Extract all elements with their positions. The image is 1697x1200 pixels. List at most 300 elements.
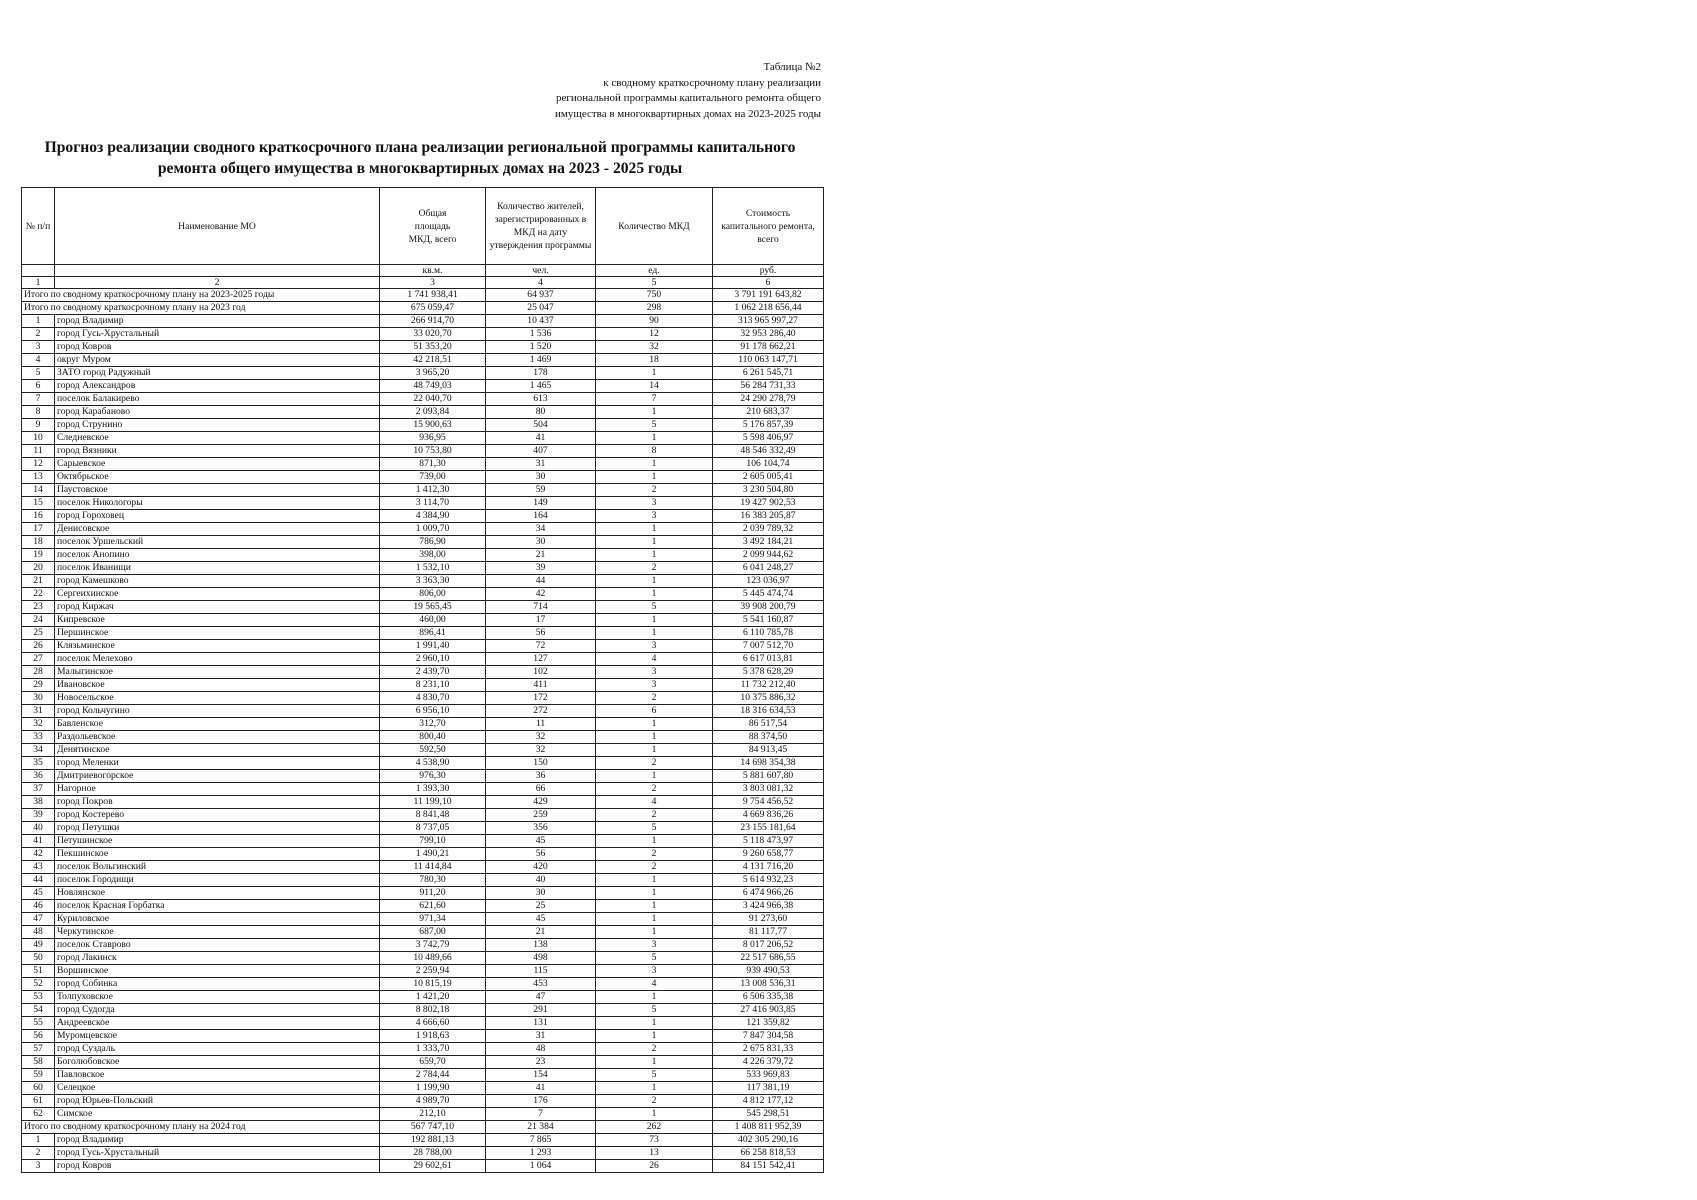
unit-residents: чел. <box>486 265 596 277</box>
count-cell: 1 <box>596 1030 713 1043</box>
count-cell: 18 <box>596 354 713 367</box>
table-row <box>22 848 824 861</box>
residents-cell: 21 384 <box>486 1121 596 1134</box>
area-cell: 936,95 <box>380 432 486 445</box>
municipality-name: Пекшинское <box>55 848 380 861</box>
table-row <box>22 445 824 458</box>
cost-cell: 7 007 512,70 <box>713 640 824 653</box>
table-row <box>22 887 824 900</box>
municipality-name: город Киржач <box>55 601 380 614</box>
cost-cell: 8 017 206,52 <box>713 939 824 952</box>
row-number: 54 <box>22 1004 55 1017</box>
cost-cell: 88 374,50 <box>713 731 824 744</box>
row-number: 16 <box>22 510 55 523</box>
area-cell: 11 414,84 <box>380 861 486 874</box>
cost-cell: 2 039 789,32 <box>713 523 824 536</box>
row-number: 48 <box>22 926 55 939</box>
row-number: 51 <box>22 965 55 978</box>
count-cell: 1 <box>596 432 713 445</box>
residents-cell: 150 <box>486 757 596 770</box>
row-number: 47 <box>22 913 55 926</box>
municipality-name: поселок Городищи <box>55 874 380 887</box>
municipality-name: Сергеихинское <box>55 588 380 601</box>
municipality-name: город Ковров <box>55 341 380 354</box>
cost-cell: 91 273,60 <box>713 913 824 926</box>
municipality-name: Новлянское <box>55 887 380 900</box>
note-line: региональной программы капитального ремонта общего <box>556 92 821 104</box>
note-line: Таблица №2 <box>763 61 821 73</box>
residents-cell: 42 <box>486 588 596 601</box>
residents-cell: 21 <box>486 549 596 562</box>
row-number: 35 <box>22 757 55 770</box>
count-cell: 4 <box>596 978 713 991</box>
table-row <box>22 471 824 484</box>
cost-cell: 117 381,19 <box>713 1082 824 1095</box>
cost-cell: 7 847 304,58 <box>713 1030 824 1043</box>
area-cell: 3 965,20 <box>380 367 486 380</box>
count-cell: 5 <box>596 601 713 614</box>
area-cell: 1 991,40 <box>380 640 486 653</box>
table-row <box>22 549 824 562</box>
cost-cell: 9 260 658,77 <box>713 848 824 861</box>
table-row <box>22 952 824 965</box>
total-row <box>22 1121 824 1134</box>
residents-cell: 613 <box>486 393 596 406</box>
area-cell: 460,00 <box>380 614 486 627</box>
table-row <box>22 354 824 367</box>
residents-cell: 17 <box>486 614 596 627</box>
residents-cell: 59 <box>486 484 596 497</box>
colnum: 5 <box>596 277 713 289</box>
row-number: 1 <box>22 315 55 328</box>
cost-cell: 91 178 662,21 <box>713 341 824 354</box>
municipality-name: Першинское <box>55 627 380 640</box>
table-row <box>22 744 824 757</box>
residents-cell: 44 <box>486 575 596 588</box>
table-row <box>22 406 824 419</box>
municipality-name: поселок Анопино <box>55 549 380 562</box>
municipality-name: Денисовское <box>55 523 380 536</box>
count-cell: 13 <box>596 1147 713 1160</box>
count-cell: 2 <box>596 1043 713 1056</box>
area-cell: 687,00 <box>380 926 486 939</box>
count-cell: 1 <box>596 575 713 588</box>
residents-cell: 66 <box>486 783 596 796</box>
area-cell: 2 960,10 <box>380 653 486 666</box>
table-row <box>22 588 824 601</box>
municipality-name: Октябрьское <box>55 471 380 484</box>
area-cell: 15 900,63 <box>380 419 486 432</box>
municipality-name: Денятинское <box>55 744 380 757</box>
count-cell: 3 <box>596 640 713 653</box>
table-row <box>22 705 824 718</box>
row-number: 62 <box>22 1108 55 1121</box>
table-row <box>22 991 824 1004</box>
residents-cell: 64 937 <box>486 289 596 302</box>
area-cell: 871,30 <box>380 458 486 471</box>
residents-cell: 32 <box>486 731 596 744</box>
area-cell: 4 538,90 <box>380 757 486 770</box>
residents-cell: 149 <box>486 497 596 510</box>
cost-cell: 3 230 504,80 <box>713 484 824 497</box>
count-cell: 5 <box>596 1069 713 1082</box>
count-cell: 1 <box>596 926 713 939</box>
municipality-name: город Юрьев-Польский <box>55 1095 380 1108</box>
row-number: 44 <box>22 874 55 887</box>
row-number: 53 <box>22 991 55 1004</box>
count-cell: 3 <box>596 666 713 679</box>
table-row <box>22 926 824 939</box>
municipality-name: город Ковров <box>55 1160 380 1173</box>
row-number: 10 <box>22 432 55 445</box>
cost-cell: 6 110 785,78 <box>713 627 824 640</box>
municipality-name: Раздольевское <box>55 731 380 744</box>
area-cell: 3 114,70 <box>380 497 486 510</box>
area-cell: 4 666,60 <box>380 1017 486 1030</box>
residents-cell: 30 <box>486 887 596 900</box>
residents-cell: 40 <box>486 874 596 887</box>
row-number: 3 <box>22 341 55 354</box>
row-number: 13 <box>22 471 55 484</box>
area-cell: 1 741 938,41 <box>380 289 486 302</box>
row-number: 41 <box>22 835 55 848</box>
area-cell: 896,41 <box>380 627 486 640</box>
table-row <box>22 1095 824 1108</box>
table-row <box>22 1017 824 1030</box>
count-cell: 1 <box>596 1056 713 1069</box>
count-cell: 1 <box>596 835 713 848</box>
cost-cell: 5 378 628,29 <box>713 666 824 679</box>
residents-cell: 32 <box>486 744 596 757</box>
table-row <box>22 835 824 848</box>
area-cell: 42 218,51 <box>380 354 486 367</box>
total-row <box>22 302 824 315</box>
table-row <box>22 978 824 991</box>
row-number: 14 <box>22 484 55 497</box>
cost-cell: 6 261 545,71 <box>713 367 824 380</box>
table-row <box>22 1134 824 1147</box>
total-label: Итого по сводному краткосрочному плану на 2024 год <box>22 1121 380 1134</box>
municipality-name: Сарыевское <box>55 458 380 471</box>
residents-cell: 23 <box>486 1056 596 1069</box>
table-row <box>22 536 824 549</box>
residents-cell: 39 <box>486 562 596 575</box>
header-residents: Количество жителей, зарегистрированных в МКД на дату утверждения программы <box>486 188 596 265</box>
row-number: 33 <box>22 731 55 744</box>
residents-cell: 31 <box>486 458 596 471</box>
row-number: 31 <box>22 705 55 718</box>
municipality-name: Бавленское <box>55 718 380 731</box>
cost-cell: 18 316 634,53 <box>713 705 824 718</box>
area-cell: 3 363,30 <box>380 575 486 588</box>
municipality-name: город Суздаль <box>55 1043 380 1056</box>
row-number: 24 <box>22 614 55 627</box>
area-cell: 800,40 <box>380 731 486 744</box>
count-cell: 26 <box>596 1160 713 1173</box>
area-cell: 1 532,10 <box>380 562 486 575</box>
forecast-table <box>21 187 824 1173</box>
area-cell: 2 259,94 <box>380 965 486 978</box>
cost-cell: 5 118 473,97 <box>713 835 824 848</box>
note-line: имущества в многоквартирных домах на 2023-2025 годы <box>555 107 821 120</box>
units-row <box>22 265 824 277</box>
residents-cell: 45 <box>486 835 596 848</box>
header-row <box>22 188 824 265</box>
count-cell: 298 <box>596 302 713 315</box>
residents-cell: 498 <box>486 952 596 965</box>
count-cell: 4 <box>596 653 713 666</box>
cost-cell: 545 298,51 <box>713 1108 824 1121</box>
residents-cell: 36 <box>486 770 596 783</box>
table-row <box>22 1160 824 1173</box>
count-cell: 3 <box>596 939 713 952</box>
residents-cell: 272 <box>486 705 596 718</box>
table-row <box>22 640 824 653</box>
table-row <box>22 822 824 835</box>
residents-cell: 714 <box>486 601 596 614</box>
municipality-name: Боголюбовское <box>55 1056 380 1069</box>
municipality-name: город Александров <box>55 380 380 393</box>
area-cell: 8 802,18 <box>380 1004 486 1017</box>
area-cell: 3 742,79 <box>380 939 486 952</box>
total-row <box>22 289 824 302</box>
area-cell: 8 231,10 <box>380 679 486 692</box>
row-number: 1 <box>22 1134 55 1147</box>
cost-cell: 313 965 997,27 <box>713 315 824 328</box>
area-cell: 976,30 <box>380 770 486 783</box>
area-cell: 971,34 <box>380 913 486 926</box>
count-cell: 262 <box>596 1121 713 1134</box>
count-cell: 1 <box>596 900 713 913</box>
table-row <box>22 367 824 380</box>
count-cell: 73 <box>596 1134 713 1147</box>
unit-area: кв.м. <box>380 265 486 277</box>
area-cell: 799,10 <box>380 835 486 848</box>
area-cell: 1 490,21 <box>380 848 486 861</box>
area-cell: 1 421,20 <box>380 991 486 1004</box>
row-number: 20 <box>22 562 55 575</box>
count-cell: 1 <box>596 458 713 471</box>
residents-cell: 138 <box>486 939 596 952</box>
cost-cell: 1 062 218 656,44 <box>713 302 824 315</box>
municipality-name: поселок Ставрово <box>55 939 380 952</box>
table-row <box>22 510 824 523</box>
municipality-name: Клязьминское <box>55 640 380 653</box>
count-cell: 1 <box>596 549 713 562</box>
municipality-name: поселок Вольгинский <box>55 861 380 874</box>
row-number: 38 <box>22 796 55 809</box>
header-count: Количество МКД <box>596 188 713 265</box>
row-number: 57 <box>22 1043 55 1056</box>
colnum: 2 <box>55 277 380 289</box>
residents-cell: 429 <box>486 796 596 809</box>
table-row <box>22 341 824 354</box>
table-row <box>22 393 824 406</box>
area-cell: 22 040,70 <box>380 393 486 406</box>
residents-cell: 504 <box>486 419 596 432</box>
area-cell: 1 918,63 <box>380 1030 486 1043</box>
table-row <box>22 458 824 471</box>
row-number: 46 <box>22 900 55 913</box>
municipality-name: город Лакинск <box>55 952 380 965</box>
municipality-name: Малыгинское <box>55 666 380 679</box>
table-row <box>22 965 824 978</box>
table-row <box>22 1082 824 1095</box>
municipality-name: округ Муром <box>55 354 380 367</box>
row-number: 61 <box>22 1095 55 1108</box>
municipality-name: Симское <box>55 1108 380 1121</box>
municipality-name: город Владимир <box>55 1134 380 1147</box>
table-row <box>22 653 824 666</box>
residents-cell: 1 064 <box>486 1160 596 1173</box>
area-cell: 659,70 <box>380 1056 486 1069</box>
title-line: ремонта общего имущества в многоквартирных домах на 2023 - 2025 годы <box>157 160 683 177</box>
residents-cell: 47 <box>486 991 596 1004</box>
cost-cell: 86 517,54 <box>713 718 824 731</box>
residents-cell: 25 <box>486 900 596 913</box>
row-number: 60 <box>22 1082 55 1095</box>
table-row <box>22 770 824 783</box>
count-cell: 1 <box>596 471 713 484</box>
residents-cell: 72 <box>486 640 596 653</box>
area-cell: 2 439,70 <box>380 666 486 679</box>
count-cell: 1 <box>596 406 713 419</box>
count-cell: 3 <box>596 965 713 978</box>
municipality-name: город Владимир <box>55 315 380 328</box>
municipality-name: поселок Балакирево <box>55 393 380 406</box>
row-number: 4 <box>22 354 55 367</box>
header-cost: Стоимость капитального ремонта, всего <box>713 188 824 265</box>
area-cell: 1 199,90 <box>380 1082 486 1095</box>
municipality-name: Дмитриевогорское <box>55 770 380 783</box>
table-row <box>22 809 824 822</box>
table-row <box>22 1030 824 1043</box>
area-cell: 48 749,03 <box>380 380 486 393</box>
count-cell: 1 <box>596 744 713 757</box>
table-row <box>22 601 824 614</box>
row-number: 39 <box>22 809 55 822</box>
municipality-name: Нагорное <box>55 783 380 796</box>
municipality-name: Куриловское <box>55 913 380 926</box>
municipality-name: Муромцевское <box>55 1030 380 1043</box>
residents-cell: 411 <box>486 679 596 692</box>
row-number: 32 <box>22 718 55 731</box>
count-cell: 5 <box>596 822 713 835</box>
row-number: 17 <box>22 523 55 536</box>
area-cell: 911,20 <box>380 887 486 900</box>
count-cell: 14 <box>596 380 713 393</box>
cost-cell: 2 675 831,33 <box>713 1043 824 1056</box>
row-number: 52 <box>22 978 55 991</box>
cost-cell: 84 151 542,41 <box>713 1160 824 1173</box>
area-cell: 8 841,48 <box>380 809 486 822</box>
unit-count: ед. <box>596 265 713 277</box>
cost-cell: 3 803 081,32 <box>713 783 824 796</box>
count-cell: 1 <box>596 913 713 926</box>
count-cell: 2 <box>596 809 713 822</box>
cost-cell: 84 913,45 <box>713 744 824 757</box>
total-label: Итого по сводному краткосрочному плану на 2023 год <box>22 302 380 315</box>
area-cell: 1 009,70 <box>380 523 486 536</box>
table-row <box>22 1147 824 1160</box>
area-cell: 4 384,90 <box>380 510 486 523</box>
table-row <box>22 692 824 705</box>
cost-cell: 106 104,74 <box>713 458 824 471</box>
municipality-name: город Карабаново <box>55 406 380 419</box>
cost-cell: 6 041 248,27 <box>713 562 824 575</box>
area-cell: 11 199,10 <box>380 796 486 809</box>
cost-cell: 27 416 903,85 <box>713 1004 824 1017</box>
municipality-name: город Собинка <box>55 978 380 991</box>
municipality-name: город Гусь-Хрустальный <box>55 328 380 341</box>
row-number: 7 <box>22 393 55 406</box>
table-row <box>22 900 824 913</box>
area-cell: 567 747,10 <box>380 1121 486 1134</box>
municipality-name: Кипревское <box>55 614 380 627</box>
row-number: 19 <box>22 549 55 562</box>
count-cell: 1 <box>596 991 713 1004</box>
count-cell: 2 <box>596 692 713 705</box>
area-cell: 4 830,70 <box>380 692 486 705</box>
table-row <box>22 627 824 640</box>
count-cell: 2 <box>596 861 713 874</box>
count-cell: 1 <box>596 874 713 887</box>
cost-cell: 81 117,77 <box>713 926 824 939</box>
cost-cell: 32 953 286,40 <box>713 328 824 341</box>
cost-cell: 1 408 811 952,39 <box>713 1121 824 1134</box>
table-row <box>22 432 824 445</box>
municipality-name: город Кольчугино <box>55 705 380 718</box>
residents-cell: 7 865 <box>486 1134 596 1147</box>
residents-cell: 1 520 <box>486 341 596 354</box>
area-cell: 266 914,70 <box>380 315 486 328</box>
cost-cell: 39 908 200,79 <box>713 601 824 614</box>
municipality-name: Петушинское <box>55 835 380 848</box>
area-cell: 739,00 <box>380 471 486 484</box>
row-number: 28 <box>22 666 55 679</box>
table-row <box>22 731 824 744</box>
residents-cell: 7 <box>486 1108 596 1121</box>
area-cell: 6 956,10 <box>380 705 486 718</box>
count-cell: 5 <box>596 1004 713 1017</box>
row-number: 34 <box>22 744 55 757</box>
row-number: 25 <box>22 627 55 640</box>
cost-cell: 210 683,37 <box>713 406 824 419</box>
table-row <box>22 484 824 497</box>
table-row <box>22 757 824 770</box>
cost-cell: 5 598 406,97 <box>713 432 824 445</box>
count-cell: 3 <box>596 510 713 523</box>
table-row <box>22 1069 824 1082</box>
table-row <box>22 575 824 588</box>
count-cell: 1 <box>596 718 713 731</box>
municipality-name: ЗАТО город Радужный <box>55 367 380 380</box>
residents-cell: 102 <box>486 666 596 679</box>
count-cell: 7 <box>596 393 713 406</box>
title-line: Прогноз реализации сводного краткосрочного плана реализации региональной программы капитального <box>44 139 796 156</box>
cost-cell: 23 155 181,64 <box>713 822 824 835</box>
table-row <box>22 939 824 952</box>
table-row <box>22 1043 824 1056</box>
municipality-name: поселок Красная Горбатка <box>55 900 380 913</box>
row-number: 23 <box>22 601 55 614</box>
area-cell: 1 393,30 <box>380 783 486 796</box>
cost-cell: 123 036,97 <box>713 575 824 588</box>
header-num: № п/п <box>22 188 55 265</box>
residents-cell: 453 <box>486 978 596 991</box>
cost-cell: 24 290 278,79 <box>713 393 824 406</box>
area-cell: 29 602,61 <box>380 1160 486 1173</box>
